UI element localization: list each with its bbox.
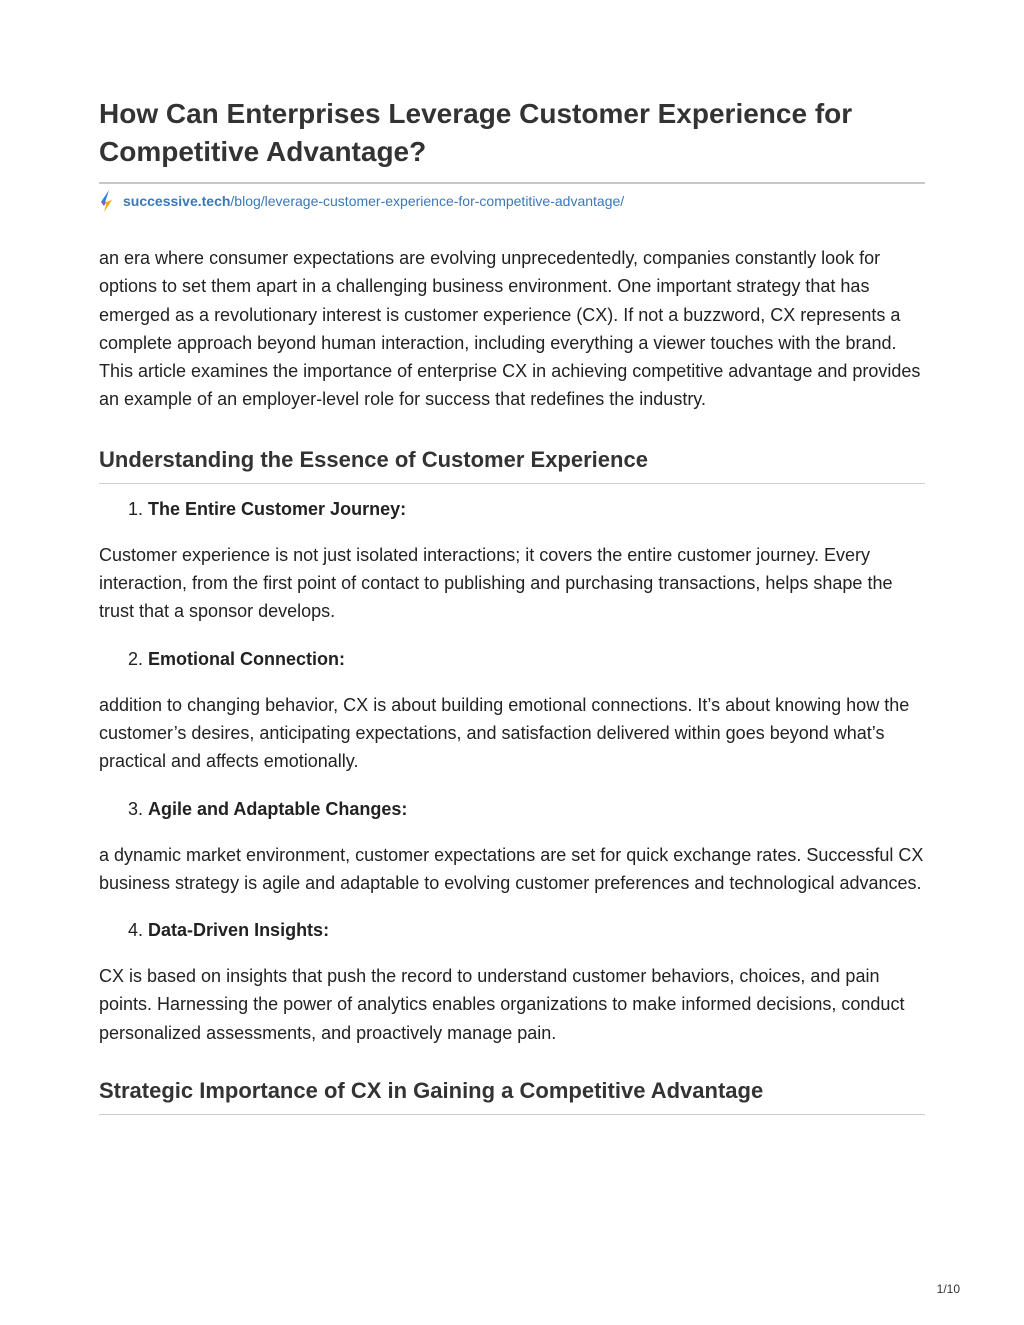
intro-paragraph: an era where consumer expectations are evolving unprecedentedly, companies constantly look for options to set them apart in a challenging business environment. One important strategy that has emerged as a revolutionary interest is customer experience (CX). If not a buzzword, CX represents a complete approach beyond human interaction, including everything a viewer touches with the brand. This article examines the importance of enterprise CX in achieving competitive advantage and provides an example of an employer-level role for success that redefines the industry.: [99, 248, 921, 410]
successive-logo-icon: [97, 189, 117, 213]
list-item-body: a dynamic market environment, customer expectations are set for quick exchange rates. Successful CX business strategy is agile and adaptable to evolving customer preferences and technological advances.: [99, 844, 924, 893]
list-number: 4.: [128, 920, 144, 941]
list-title: Data-Driven Insights:: [148, 920, 330, 941]
list-number: 2.: [128, 648, 144, 669]
list-item: [99, 916, 925, 944]
source-path[interactable]: /blog/leverage-customer-experience-for-competitive-advantage/: [230, 193, 625, 209]
list-item: [99, 795, 925, 823]
source-domain[interactable]: successive.tech: [123, 193, 231, 209]
list-item-body: CX is based on insights that push the record to understand customer behaviors, choices, and pain points. Harnessing the power of analytics enables organizations to make informed decisions, conduct personalized assessments, and proactively manage pain.: [99, 966, 905, 1043]
section-heading-strategic: Strategic Importance of CX in Gaining a Competitive Advantage: [99, 1076, 925, 1115]
list-item: [99, 495, 925, 523]
document-page: [99, 95, 925, 1115]
section-heading-essence: Understanding the Essence of Customer Experience: [99, 445, 925, 484]
list-item-body: Customer experience is not just isolated interactions; it covers the entire customer journey. Every interaction, from the first point of contact to publishing and purchasing transactions, helps shape the trust that a sponsor develops.: [99, 544, 893, 622]
list-title: Agile and Adaptable Changes:: [148, 798, 408, 819]
list-title: Emotional Connection:: [148, 648, 346, 669]
list-item-body: addition to changing behavior, CX is about building emotional connections. It’s about knowing how the customer’s desires, anticipating expectations, and satisfaction delivered within goes beyond what’s practical and affects emotionally.: [99, 694, 910, 772]
list-item: [99, 645, 925, 673]
list-title: The Entire Customer Journey:: [148, 498, 407, 519]
page-number: 1/10: [936, 1282, 960, 1296]
source-line[interactable]: [99, 189, 925, 213]
page-title: How Can Enterprises Leverage Customer Experience for Competitive Advantage?: [99, 95, 925, 184]
list-number: 1.: [128, 498, 144, 519]
list-number: 3.: [128, 798, 144, 819]
